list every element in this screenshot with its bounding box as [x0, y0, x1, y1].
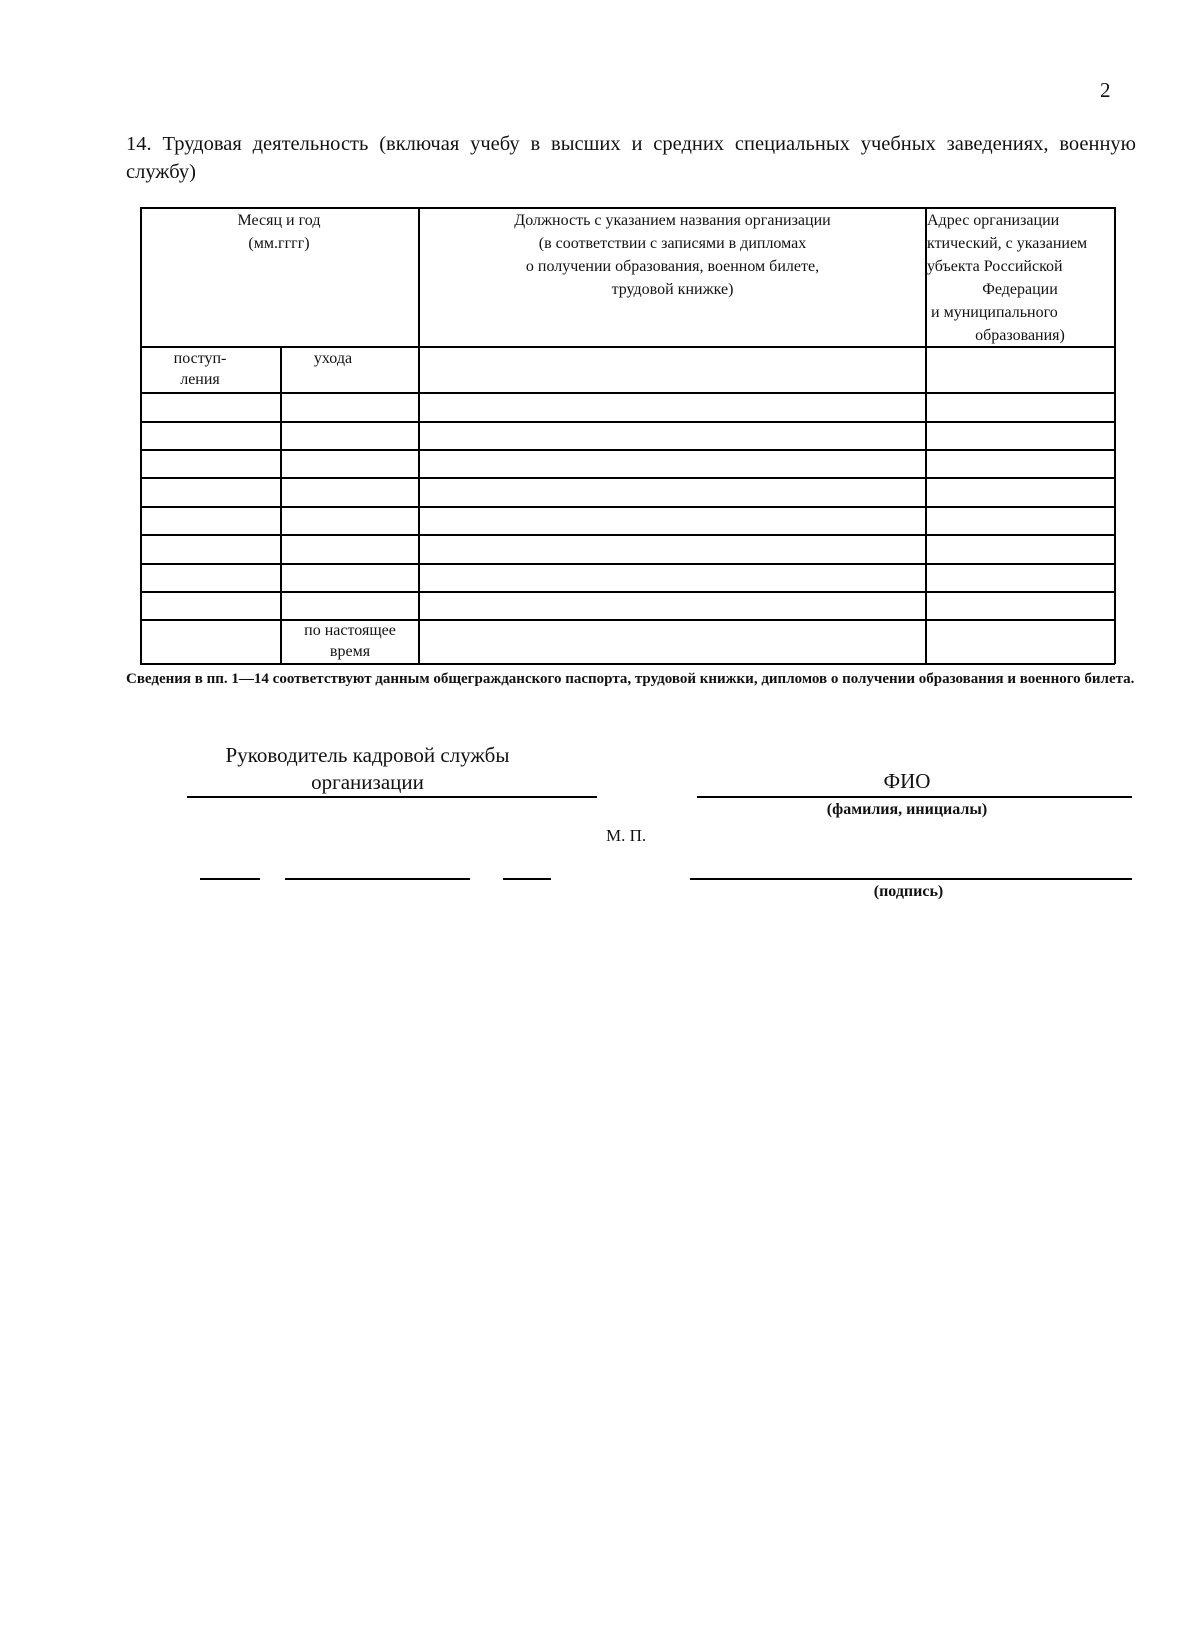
work-history-table — [140, 207, 1115, 664]
table-border-right — [1114, 207, 1116, 664]
subheader-end: ухода — [313, 350, 353, 367]
header-text: образования) — [975, 327, 1065, 344]
header-month-year — [140, 209, 418, 255]
header-position — [420, 209, 925, 301]
name-caption: (фамилия, инициалы) — [826, 801, 988, 818]
date-month-line — [285, 878, 470, 880]
subheader-text: ления — [180, 371, 220, 388]
row-divider — [140, 563, 1115, 565]
name-field-value: ФИО — [883, 769, 931, 793]
subheader-start — [140, 348, 260, 390]
row-divider — [140, 392, 1115, 394]
subheader-text: поступ- — [173, 350, 227, 367]
row-divider — [140, 477, 1115, 479]
name-underline — [697, 796, 1132, 798]
last-row-end-cell — [282, 620, 418, 662]
page-number: 2 — [1100, 78, 1111, 102]
hr-head-title-line: Руководитель кадровой службы — [225, 743, 510, 767]
header-text: и муниципального — [931, 304, 1058, 321]
row-divider — [140, 449, 1115, 451]
header-address — [927, 209, 1113, 347]
row-divider — [140, 421, 1115, 423]
header-text: Должность с указанием названия организации — [514, 212, 831, 229]
stamp-place: М. П. — [606, 826, 647, 845]
header-text: Федерации — [982, 281, 1058, 298]
row-divider — [140, 534, 1115, 536]
date-year-line — [503, 878, 551, 880]
header-text: (мм.гггг) — [248, 235, 310, 252]
row-divider — [140, 506, 1115, 508]
section-heading: 14. Трудовая деятельность (включая учебу в высших и средних специальных учебных заведениях, военную службу) — [126, 133, 1136, 183]
header-text: ктический, с указанием — [927, 235, 1088, 252]
header-text: убъекта Российской — [927, 258, 1063, 275]
header-text: Адрес организации — [927, 212, 1060, 229]
header-text: трудовой книжке) — [611, 281, 734, 298]
hr-head-title-line: организации — [311, 770, 424, 794]
table-border-bottom — [140, 663, 1115, 665]
cell-text: по настоящее — [304, 622, 396, 639]
header-text: (в соответствии с записями в дипломах — [538, 235, 807, 252]
signature-caption: (подпись) — [873, 883, 944, 900]
header-text: о получении образования, военном билете, — [525, 258, 820, 275]
date-day-line — [200, 878, 260, 880]
row-divider — [140, 591, 1115, 593]
header-text: Месяц и год — [237, 212, 321, 229]
column-divider — [280, 346, 282, 664]
certification-note: Сведения в пп. 1—14 соответствуют данным общегражданского паспорта, трудовой книжки, дипломов о получении образования и военного билета. — [126, 671, 1135, 687]
signature-line — [690, 878, 1132, 880]
cell-text: время — [329, 643, 371, 660]
hr-head-title — [175, 742, 560, 796]
table-border-left — [140, 207, 142, 664]
title-underline — [187, 796, 597, 798]
